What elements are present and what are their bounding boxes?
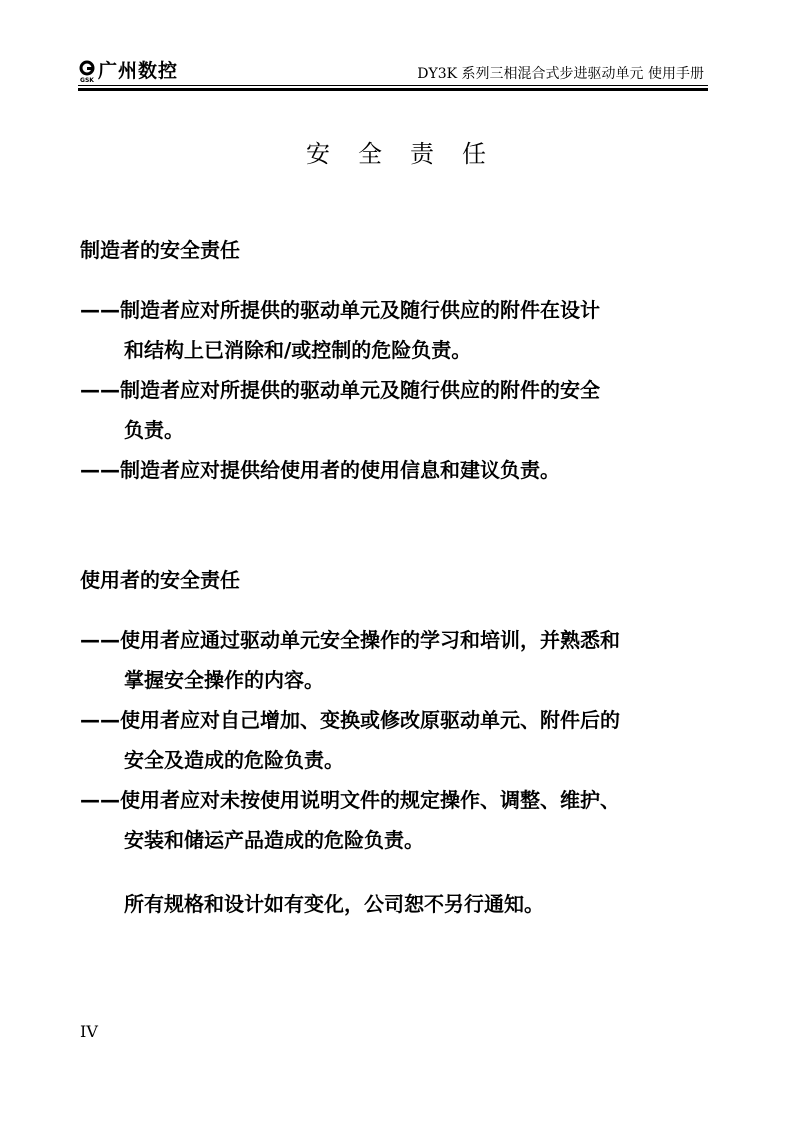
- logo-text: 广州数控: [98, 60, 179, 82]
- user-item-2-line1: ——使用者应对自己增加、变换或修改原驱动单元、附件后的: [80, 708, 620, 732]
- manufacturer-item-2-line1: ——制造者应对所提供的驱动单元及随行供应的附件的安全: [80, 378, 600, 402]
- page-header: [78, 58, 708, 94]
- user-item-2-line2: 安全及造成的危险负责。: [124, 748, 344, 772]
- manufacturer-item-3-line1: ——制造者应对提供给使用者的使用信息和建议负责。: [80, 458, 560, 482]
- user-item-1-line1: ——使用者应通过驱动单元安全操作的学习和培训，并熟悉和: [80, 628, 620, 652]
- header-rule-thick: [78, 88, 708, 91]
- header-rule-thin: [78, 85, 708, 86]
- manufacturer-item-1-line2: 和结构上已消除和/或控制的危险负责。: [124, 338, 472, 362]
- user-item-3-line1: ——使用者应对未按使用说明文件的规定操作、调整、维护、: [80, 788, 620, 812]
- logo-sub-text: GSK: [80, 77, 94, 84]
- user-item-3-line2: 安装和储运产品造成的危险负责。: [124, 828, 424, 852]
- closing-notice: 所有规格和设计如有变化，公司恕不另行通知。: [124, 892, 544, 916]
- user-heading: 使用者的安全责任: [80, 568, 240, 592]
- manufacturer-item-2-line2: 负责。: [124, 418, 184, 442]
- page-title: 安全责任: [306, 140, 514, 168]
- manufacturer-heading: 制造者的安全责任: [80, 238, 240, 262]
- gsk-logo-icon: [78, 60, 96, 84]
- page-number: IV: [80, 1022, 98, 1041]
- user-item-1-line2: 掌握安全操作的内容。: [124, 668, 324, 692]
- manual-title: DY3K 系列三相混合式步进驱动单元 使用手册: [417, 66, 704, 82]
- manufacturer-item-1-line1: ——制造者应对所提供的驱动单元及随行供应的附件在设计: [80, 298, 600, 322]
